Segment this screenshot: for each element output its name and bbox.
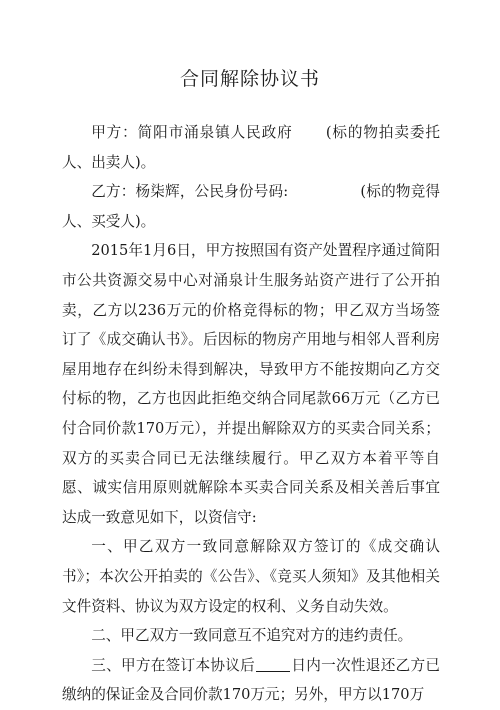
clause-3-end: 日内一次性退还乙方已缴纳的保证金及合同价款170万元；另外，甲方以170万: [62, 656, 440, 704]
clause-3-start: 三、甲方在签订本协议后: [91, 656, 256, 674]
party-a-line: [62, 118, 440, 177]
party-b-role: (标的物竞得人、买受人)。: [62, 183, 440, 230]
party-a-prefix: 甲方：: [91, 124, 138, 141]
party-a-role: (标的物拍卖委托人、出卖人)。: [62, 124, 440, 171]
document-title: 合同解除协议书: [179, 68, 320, 90]
document-body: [62, 118, 440, 710]
party-a-name: 简阳市涌泉镇人民政府: [137, 124, 293, 141]
clause-2: 二、甲乙双方一致同意互不追究对方的违约责任。: [91, 627, 413, 645]
preamble-paragraph: 2015年1月6日，甲方按照国有资产处置程序通过简阳市公共资源交易中心对涌泉计生服务站资产进行了公开拍卖，乙方以236万元的价格竞得标的物；甲乙双方当场签订了《成交确认书》。后因标的物房产用地与相邻人晋利房屋用地存在纠纷未得到解决，导致甲方不能按期向乙方交付标的物，乙方也因此拒绝交纳合同尾款66万元（乙方已付合同价款170万元），并提出解除双方的买卖合同关系；双方的买卖合同已无法继续履行。甲乙双方本着平等自愿、诚实信用原则就解除本买卖合同关系及相关善后事宜达成一致意见如下，以资信守:: [62, 242, 440, 526]
clause-1: 一、甲乙双方一致同意解除双方签订的《成交确认书》；本次公开拍卖的《公告》、《竞买人须知》及其他相关文件资料、协议为双方设定的权利、义务自动失效。: [62, 538, 440, 615]
party-b-line: [62, 177, 440, 236]
days-blank-field: [256, 656, 290, 672]
party-b-name: 杨柒辉，公民身份号码:: [135, 183, 289, 201]
clause-3: [62, 651, 440, 710]
party-b-prefix: 乙方：: [91, 183, 136, 201]
